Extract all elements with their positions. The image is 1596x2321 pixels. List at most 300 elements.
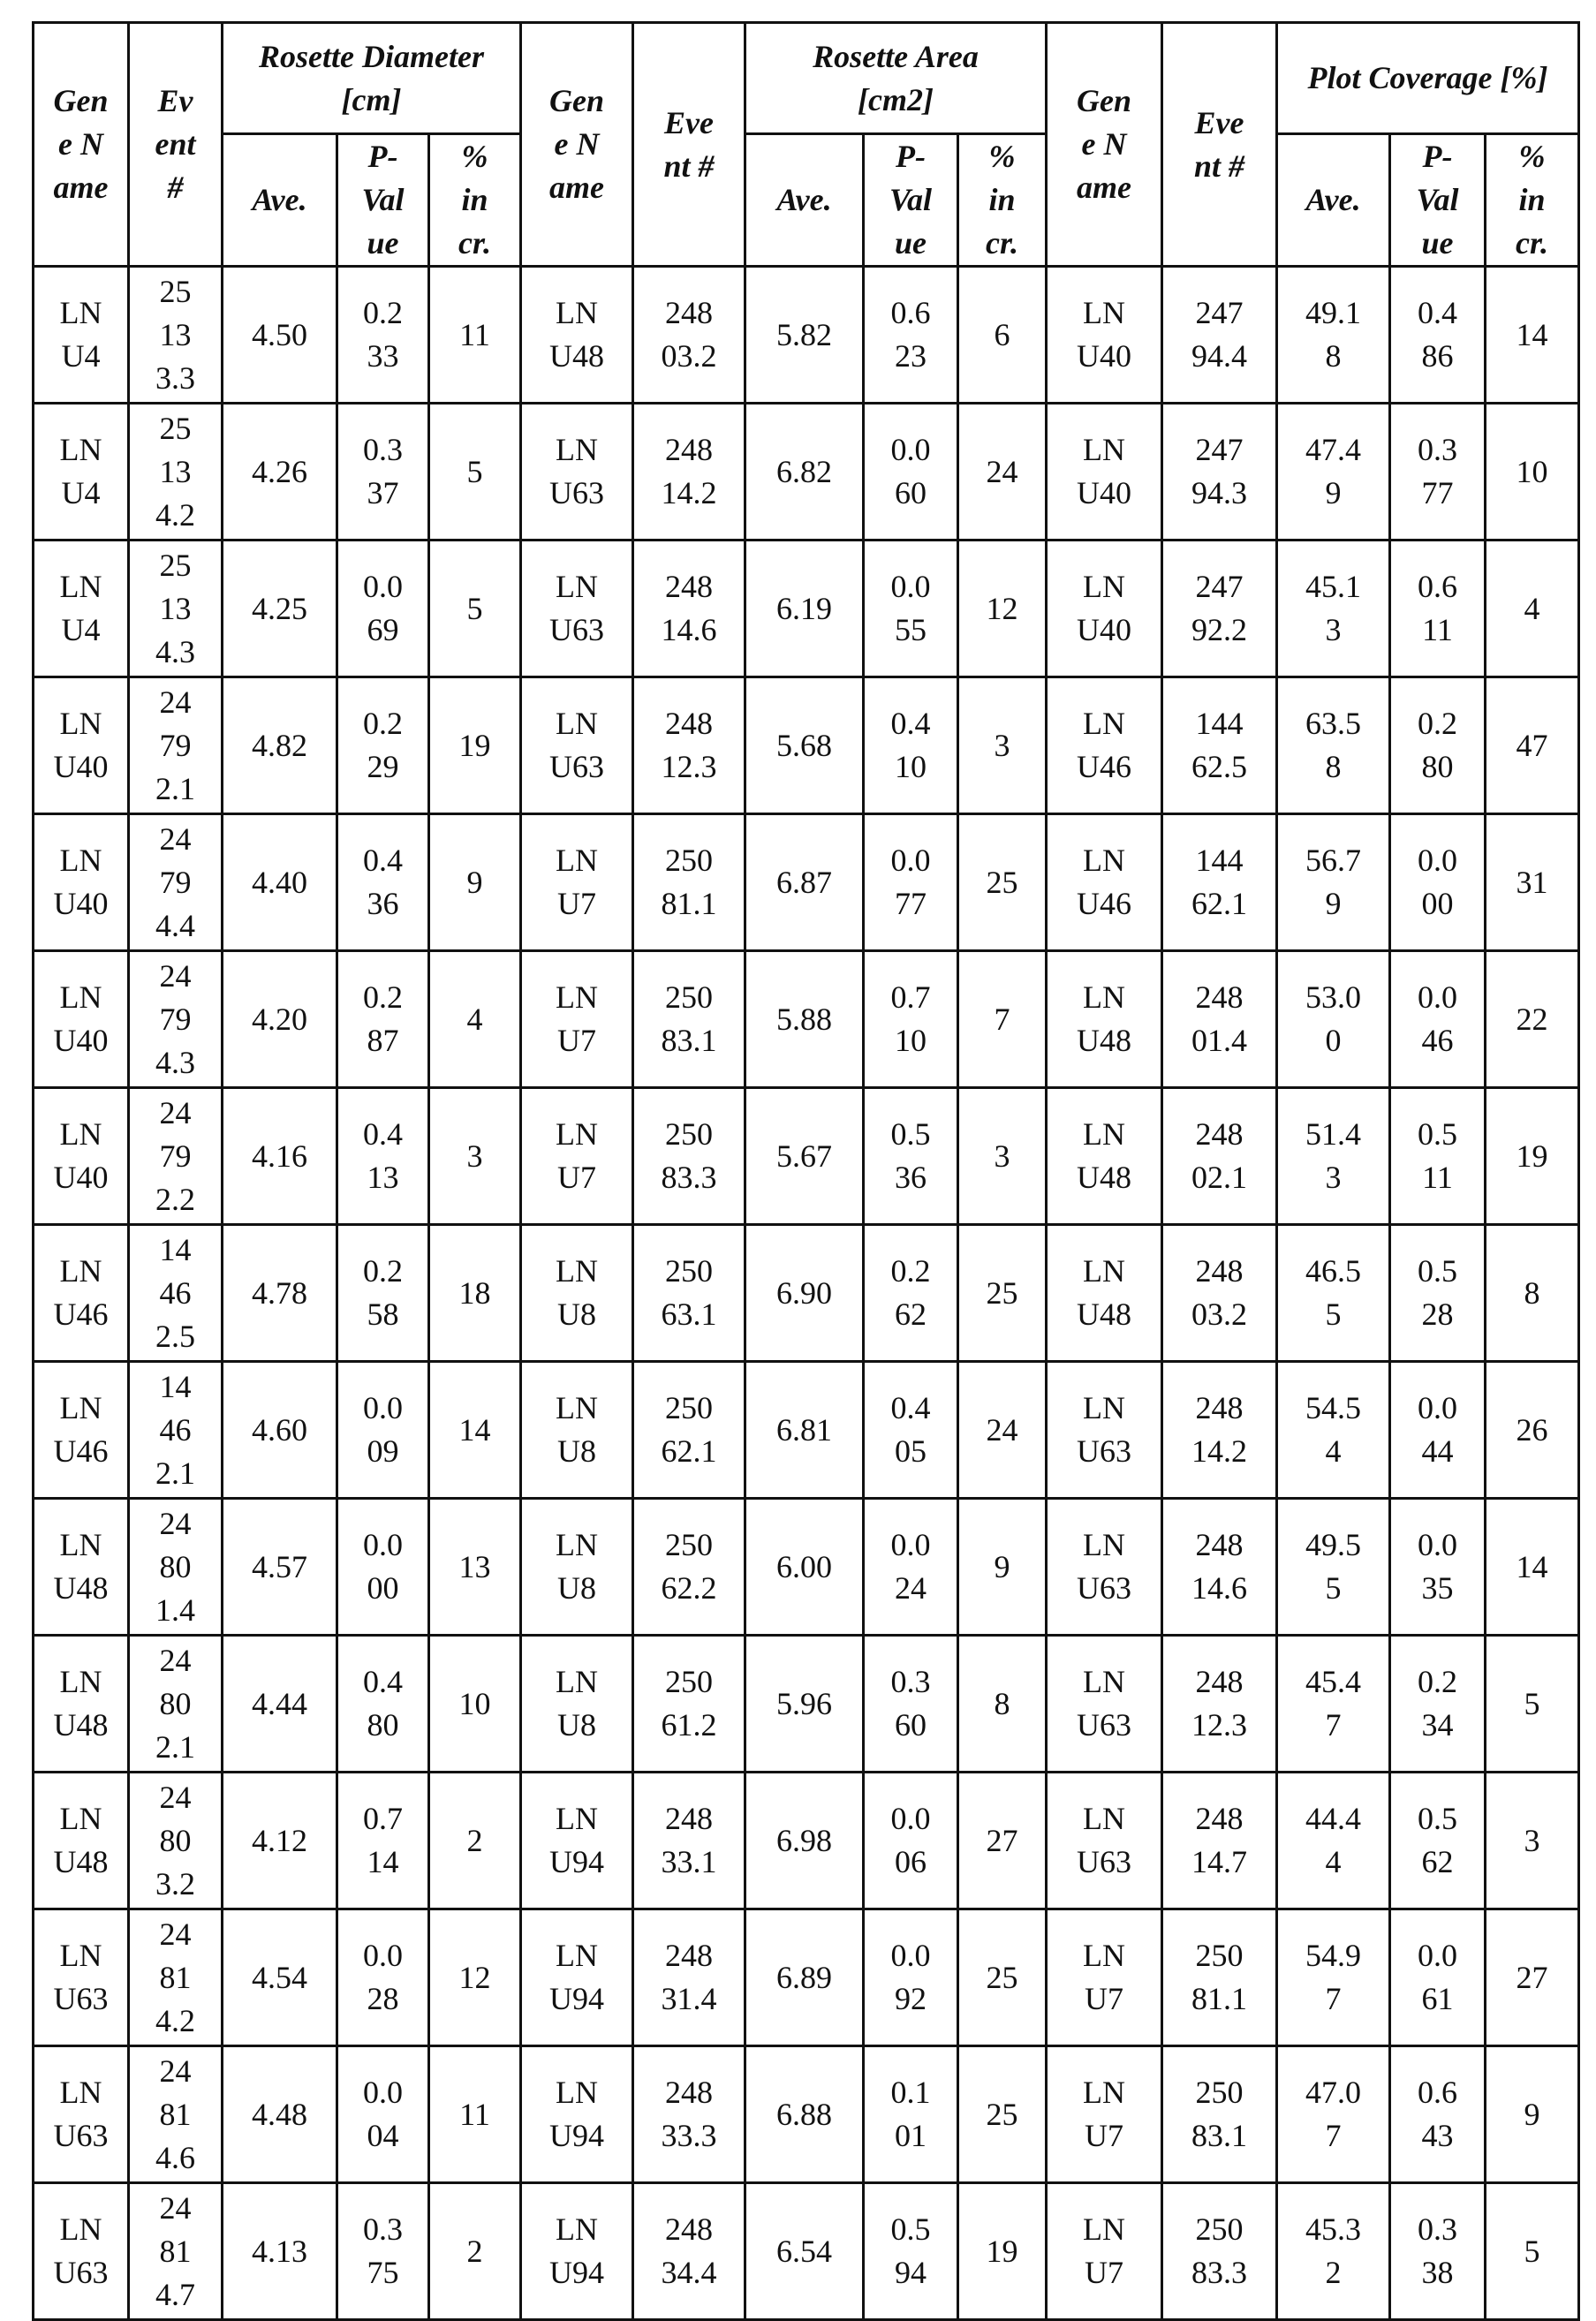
- cell-plot-coverage-pct-incr: [1486, 1909, 1579, 2046]
- cell-rosette-diameter-pct-incr: [429, 1499, 521, 1636]
- cell-text: 3: [983, 724, 1022, 767]
- cell-gene-name: [34, 541, 129, 677]
- cell-rosette-area-ave: [745, 951, 864, 1088]
- cell-rosette-area-pct-incr: [958, 1225, 1047, 1362]
- cell-text: LNU63: [52, 1934, 110, 2021]
- cell-text: 19: [1513, 1135, 1552, 1178]
- cell-gene-name: [521, 1499, 633, 1636]
- table-row: [34, 1499, 1579, 1636]
- cell-text: 47: [1513, 724, 1552, 767]
- cell-text: 6.00: [776, 1546, 832, 1589]
- cell-text: 24814.7: [1191, 1797, 1249, 1884]
- cell-text: 0.594: [889, 2208, 933, 2295]
- table-body: [34, 267, 1579, 2320]
- cell-gene-name: [521, 1225, 633, 1362]
- cell-event: [1162, 1773, 1277, 1909]
- cell-text: 18: [456, 1272, 495, 1315]
- cell-text: 24814.2: [660, 428, 718, 515]
- cell-text: 4.60: [252, 1409, 307, 1452]
- cell-rosette-diameter-p-value: [337, 1636, 429, 1773]
- cell-rosette-diameter-p-value: [337, 1088, 429, 1225]
- cell-rosette-diameter-ave: [223, 541, 337, 677]
- cell-rosette-diameter-p-value: [337, 814, 429, 951]
- cell-text: 0.511: [1416, 1113, 1460, 1199]
- cell-text: 5.67: [776, 1135, 832, 1178]
- cell-rosette-area-p-value: [864, 1088, 958, 1225]
- cell-text: LNU48: [1075, 976, 1133, 1062]
- cell-rosette-diameter-pct-incr: [429, 2046, 521, 2183]
- cell-event: [633, 1088, 745, 1225]
- cell-text: LNU48: [548, 291, 606, 378]
- header-p-value: P-Value: [337, 134, 429, 267]
- cell-text: LNU4: [52, 291, 110, 378]
- cell-plot-coverage-ave: [1277, 1362, 1390, 1499]
- cell-rosette-diameter-ave: [223, 677, 337, 814]
- cell-rosette-area-pct-incr: [958, 1773, 1047, 1909]
- cell-rosette-area-p-value: [864, 814, 958, 951]
- cell-text: 6.98: [776, 1819, 832, 1863]
- cell-plot-coverage-p-value: [1390, 1225, 1486, 1362]
- header-ave: Ave.: [223, 134, 337, 267]
- cell-text: 0.528: [1416, 1250, 1460, 1336]
- cell-rosette-area-ave: [745, 1636, 864, 1773]
- cell-rosette-area-pct-incr: [958, 814, 1047, 951]
- cell-text: 24: [983, 1409, 1022, 1452]
- cell-gene-name: [521, 1088, 633, 1225]
- cell-text: LNU63: [52, 2071, 110, 2158]
- cell-gene-name: [34, 1773, 129, 1909]
- table-row: [34, 1362, 1579, 1499]
- cell-text: LNU40: [52, 976, 110, 1062]
- cell-text: 25133.3: [155, 270, 196, 400]
- cell-plot-coverage-pct-incr: [1486, 404, 1579, 541]
- cell-plot-coverage-p-value: [1390, 677, 1486, 814]
- cell-text: 3: [1513, 1819, 1552, 1863]
- cell-text: 0.280: [1416, 702, 1460, 789]
- cell-plot-coverage-ave: [1277, 1773, 1390, 1909]
- cell-gene-name: [34, 1909, 129, 2046]
- cell-rosette-diameter-pct-incr: [429, 677, 521, 814]
- cell-event: [129, 404, 223, 541]
- cell-text: 0.069: [361, 565, 405, 652]
- cell-text: LNU63: [548, 565, 606, 652]
- cell-text: 22: [1513, 998, 1552, 1041]
- cell-text: 49.55: [1304, 1523, 1364, 1610]
- cell-text: 12: [983, 587, 1022, 631]
- cell-text: 24803.2: [1191, 1250, 1249, 1336]
- cell-rosette-area-pct-incr: [958, 267, 1047, 404]
- cell-gene-name: [34, 1362, 129, 1499]
- cell-text: 45.32: [1304, 2208, 1364, 2295]
- cell-rosette-diameter-p-value: [337, 2046, 429, 2183]
- cell-text: 25083.3: [1191, 2208, 1249, 2295]
- cell-text: LNU63: [1075, 1387, 1133, 1473]
- cell-plot-coverage-ave: [1277, 814, 1390, 951]
- cell-text: 25: [983, 2093, 1022, 2136]
- cell-rosette-diameter-p-value: [337, 1499, 429, 1636]
- cell-text: 0.004: [361, 2071, 405, 2158]
- cell-text: 0.035: [1416, 1523, 1460, 1610]
- cell-text: 25062.2: [660, 1523, 718, 1610]
- cell-rosette-area-p-value: [864, 2046, 958, 2183]
- cell-text: 11: [456, 2093, 495, 2136]
- cell-text: 14462.1: [1191, 839, 1249, 926]
- cell-event: [633, 1362, 745, 1499]
- cell-gene-name: [521, 951, 633, 1088]
- cell-text: 47.07: [1304, 2071, 1364, 2158]
- cell-rosette-diameter-pct-incr: [429, 2183, 521, 2320]
- cell-text: 19: [456, 724, 495, 767]
- cell-rosette-area-pct-incr: [958, 1636, 1047, 1773]
- cell-event: [633, 951, 745, 1088]
- cell-text: 5: [1513, 1682, 1552, 1726]
- cell-text: LNU40: [52, 839, 110, 926]
- cell-gene-name: [521, 677, 633, 814]
- cell-rosette-area-pct-incr: [958, 404, 1047, 541]
- header-p-value: P-Value: [1390, 134, 1486, 267]
- cell-text: 3: [456, 1135, 495, 1178]
- cell-rosette-diameter-ave: [223, 1499, 337, 1636]
- cell-text: LNU48: [52, 1660, 110, 1747]
- cell-plot-coverage-pct-incr: [1486, 1225, 1579, 1362]
- cell-text: 11: [456, 314, 495, 357]
- cell-event: [633, 267, 745, 404]
- cell-event: [129, 2183, 223, 2320]
- cell-gene-name: [1047, 1225, 1162, 1362]
- cell-text: LNU40: [52, 702, 110, 789]
- cell-gene-name: [1047, 1909, 1162, 2046]
- cell-rosette-area-pct-incr: [958, 1499, 1047, 1636]
- cell-text: LNU40: [1075, 565, 1133, 652]
- table-row: [34, 267, 1579, 404]
- cell-gene-name: [521, 814, 633, 951]
- cell-text: 6.81: [776, 1409, 832, 1452]
- cell-plot-coverage-pct-incr: [1486, 267, 1579, 404]
- cell-text: 24814.7: [155, 2187, 196, 2317]
- table-row: [34, 541, 1579, 677]
- cell-plot-coverage-p-value: [1390, 2046, 1486, 2183]
- cell-rosette-diameter-pct-incr: [429, 267, 521, 404]
- cell-text: LNU8: [548, 1660, 606, 1747]
- cell-text: 0.360: [889, 1660, 933, 1747]
- cell-event: [1162, 541, 1277, 677]
- cell-text: 5: [456, 587, 495, 631]
- cell-text: 25134.3: [155, 544, 196, 674]
- cell-text: 54.97: [1304, 1934, 1364, 2021]
- cell-text: LNU63: [1075, 1523, 1133, 1610]
- cell-event: [1162, 951, 1277, 1088]
- cell-text: 4.44: [252, 1682, 307, 1726]
- cell-rosette-diameter-p-value: [337, 2183, 429, 2320]
- cell-event: [1162, 267, 1277, 404]
- cell-gene-name: [521, 2046, 633, 2183]
- cell-event: [129, 541, 223, 677]
- header-p-value: P-Value: [864, 134, 958, 267]
- cell-text: LNU40: [1075, 291, 1133, 378]
- cell-text: 2: [456, 2230, 495, 2273]
- cell-text: 0.413: [361, 1113, 405, 1199]
- cell-gene-name: [521, 1909, 633, 2046]
- cell-text: LNU40: [1075, 428, 1133, 515]
- cell-plot-coverage-ave: [1277, 1636, 1390, 1773]
- cell-rosette-diameter-ave: [223, 267, 337, 404]
- cell-gene-name: [521, 1636, 633, 1773]
- cell-plot-coverage-p-value: [1390, 2183, 1486, 2320]
- cell-rosette-area-p-value: [864, 404, 958, 541]
- cell-text: 27: [983, 1819, 1022, 1863]
- cell-plot-coverage-pct-incr: [1486, 1499, 1579, 1636]
- cell-text: 45.13: [1304, 565, 1364, 652]
- cell-text: LNU8: [548, 1250, 606, 1336]
- cell-text: 24792.1: [155, 681, 196, 811]
- cell-gene-name: [34, 1225, 129, 1362]
- cell-text: 5.82: [776, 314, 832, 357]
- cell-gene-name: [1047, 814, 1162, 951]
- cell-event: [129, 1636, 223, 1773]
- cell-event: [129, 1362, 223, 1499]
- cell-rosette-diameter-p-value: [337, 541, 429, 677]
- cell-rosette-area-ave: [745, 2183, 864, 2320]
- cell-plot-coverage-pct-incr: [1486, 541, 1579, 677]
- cell-text: 54.54: [1304, 1387, 1364, 1473]
- cell-text: 0.486: [1416, 291, 1460, 378]
- cell-plot-coverage-ave: [1277, 2183, 1390, 2320]
- cell-gene-name: [1047, 2046, 1162, 2183]
- cell-event: [633, 2046, 745, 2183]
- cell-rosette-diameter-pct-incr: [429, 951, 521, 1088]
- cell-text: 9: [456, 861, 495, 904]
- cell-text: 25081.1: [660, 839, 718, 926]
- cell-plot-coverage-pct-incr: [1486, 1773, 1579, 1909]
- cell-text: 2: [456, 1819, 495, 1863]
- cell-rosette-diameter-ave: [223, 404, 337, 541]
- cell-text: 0.611: [1416, 565, 1460, 652]
- cell-rosette-diameter-p-value: [337, 404, 429, 541]
- cell-text: 0.714: [361, 1797, 405, 1884]
- cell-rosette-area-pct-incr: [958, 677, 1047, 814]
- cell-rosette-area-ave: [745, 1773, 864, 1909]
- cell-plot-coverage-pct-incr: [1486, 2183, 1579, 2320]
- cell-text: 8: [1513, 1272, 1552, 1315]
- cell-text: LNU7: [1075, 2071, 1133, 2158]
- cell-rosette-area-p-value: [864, 1499, 958, 1636]
- cell-plot-coverage-pct-incr: [1486, 1088, 1579, 1225]
- cell-text: 24812.3: [660, 702, 718, 789]
- cell-event: [129, 1499, 223, 1636]
- cell-text: LNU46: [52, 1387, 110, 1473]
- cell-text: 26: [1513, 1409, 1552, 1452]
- cell-gene-name: [521, 1773, 633, 1909]
- cell-text: LNU63: [548, 428, 606, 515]
- cell-text: LNU8: [548, 1387, 606, 1473]
- cell-gene-name: [1047, 1773, 1162, 1909]
- cell-plot-coverage-p-value: [1390, 1088, 1486, 1225]
- cell-text: 0.623: [889, 291, 933, 378]
- cell-plot-coverage-ave: [1277, 1225, 1390, 1362]
- cell-rosette-diameter-p-value: [337, 1362, 429, 1499]
- cell-rosette-diameter-p-value: [337, 1225, 429, 1362]
- cell-rosette-area-ave: [745, 1225, 864, 1362]
- cell-rosette-area-ave: [745, 541, 864, 677]
- cell-gene-name: [521, 541, 633, 677]
- cell-rosette-area-p-value: [864, 1225, 958, 1362]
- cell-plot-coverage-ave: [1277, 677, 1390, 814]
- cell-rosette-area-p-value: [864, 1362, 958, 1499]
- cell-text: 25: [983, 1272, 1022, 1315]
- cell-text: 12: [456, 1956, 495, 2000]
- cell-rosette-diameter-ave: [223, 1909, 337, 2046]
- cell-plot-coverage-pct-incr: [1486, 2046, 1579, 2183]
- cell-text: 47.49: [1304, 428, 1364, 515]
- cell-text: LNU94: [548, 2208, 606, 2295]
- cell-text: LNU46: [1075, 839, 1133, 926]
- cell-text: 14: [1513, 314, 1552, 357]
- header-event: Event #: [129, 23, 223, 267]
- cell-text: 7: [983, 998, 1022, 1041]
- cell-event: [129, 267, 223, 404]
- cell-rosette-area-ave: [745, 1362, 864, 1499]
- cell-text: 25: [983, 1956, 1022, 2000]
- table-row: [34, 1088, 1579, 1225]
- table-row: [34, 404, 1579, 541]
- cell-text: 24802.1: [155, 1639, 196, 1769]
- cell-text: 25062.1: [660, 1387, 718, 1473]
- cell-event: [633, 1636, 745, 1773]
- cell-text: 4.54: [252, 1956, 307, 2000]
- cell-event: [129, 1909, 223, 2046]
- cell-text: 4.78: [252, 1272, 307, 1315]
- cell-text: 24814.6: [1191, 1523, 1249, 1610]
- cell-rosette-area-pct-incr: [958, 2183, 1047, 2320]
- cell-rosette-diameter-pct-incr: [429, 1636, 521, 1773]
- cell-text: 25081.1: [1191, 1934, 1249, 2021]
- cell-event: [1162, 1636, 1277, 1773]
- cell-text: 0.337: [361, 428, 405, 515]
- cell-gene-name: [34, 1636, 129, 1773]
- cell-text: 0.060: [889, 428, 933, 515]
- cell-rosette-diameter-p-value: [337, 267, 429, 404]
- cell-text: 4.13: [252, 2230, 307, 2273]
- cell-text: 14462.5: [155, 1229, 196, 1358]
- cell-rosette-diameter-pct-incr: [429, 1088, 521, 1225]
- cell-text: 63.58: [1304, 702, 1364, 789]
- cell-text: LNU48: [1075, 1250, 1133, 1336]
- cell-event: [633, 2183, 745, 2320]
- cell-text: 9: [983, 1546, 1022, 1589]
- cell-text: LNU94: [548, 1797, 606, 1884]
- cell-rosette-diameter-pct-incr: [429, 1362, 521, 1499]
- cell-plot-coverage-p-value: [1390, 541, 1486, 677]
- cell-event: [1162, 2046, 1277, 2183]
- cell-text: 10: [1513, 450, 1552, 494]
- header-gene-name: Gene Name: [1047, 23, 1162, 267]
- cell-event: [633, 1773, 745, 1909]
- cell-gene-name: [34, 2183, 129, 2320]
- table-row: [34, 1636, 1579, 1773]
- cell-text: LNU94: [548, 1934, 606, 2021]
- cell-text: 0.377: [1416, 428, 1460, 515]
- cell-text: 0.077: [889, 839, 933, 926]
- cell-text: 4.16: [252, 1135, 307, 1178]
- cell-text: 0.287: [361, 976, 405, 1062]
- cell-text: LNU48: [1075, 1113, 1133, 1199]
- cell-plot-coverage-pct-incr: [1486, 1636, 1579, 1773]
- cell-rosette-area-p-value: [864, 2183, 958, 2320]
- cell-text: 9: [1513, 2093, 1552, 2136]
- cell-text: 0.410: [889, 702, 933, 789]
- cell-rosette-area-pct-incr: [958, 541, 1047, 677]
- cell-event: [1162, 1362, 1277, 1499]
- cell-text: 6.19: [776, 587, 832, 631]
- cell-text: 0.338: [1416, 2208, 1460, 2295]
- cell-rosette-area-pct-incr: [958, 951, 1047, 1088]
- cell-rosette-diameter-ave: [223, 1225, 337, 1362]
- cell-text: 0.234: [1416, 1660, 1460, 1747]
- cell-rosette-area-ave: [745, 2046, 864, 2183]
- cell-rosette-diameter-ave: [223, 2183, 337, 2320]
- table-row: [34, 2183, 1579, 2320]
- cell-text: 5.96: [776, 1682, 832, 1726]
- cell-text: 5.68: [776, 724, 832, 767]
- cell-plot-coverage-p-value: [1390, 404, 1486, 541]
- cell-event: [129, 1088, 223, 1225]
- cell-event: [129, 2046, 223, 2183]
- cell-event: [633, 677, 745, 814]
- cell-text: 0.562: [1416, 1797, 1460, 1884]
- cell-rosette-area-pct-incr: [958, 1362, 1047, 1499]
- cell-text: 4.40: [252, 861, 307, 904]
- cell-text: 6.54: [776, 2230, 832, 2273]
- cell-text: 0.643: [1416, 2071, 1460, 2158]
- cell-gene-name: [34, 404, 129, 541]
- header-plot-coverage: Plot Coverage [%]: [1277, 23, 1579, 134]
- cell-plot-coverage-ave: [1277, 1088, 1390, 1225]
- cell-text: 6.82: [776, 450, 832, 494]
- cell-text: 0.009: [361, 1387, 405, 1473]
- cell-rosette-area-p-value: [864, 1773, 958, 1909]
- cell-text: LNU63: [548, 702, 606, 789]
- cell-gene-name: [1047, 1362, 1162, 1499]
- cell-plot-coverage-ave: [1277, 541, 1390, 677]
- cell-text: 24803.2: [155, 1776, 196, 1906]
- cell-plot-coverage-ave: [1277, 2046, 1390, 2183]
- table-row: [34, 1225, 1579, 1362]
- header-ave: Ave.: [1277, 134, 1390, 267]
- cell-rosette-area-ave: [745, 677, 864, 814]
- cell-gene-name: [1047, 1499, 1162, 1636]
- header-rosette-area: Rosette Area [cm2]: [745, 23, 1047, 134]
- cell-plot-coverage-pct-incr: [1486, 951, 1579, 1088]
- cell-text: 24831.4: [660, 1934, 718, 2021]
- cell-rosette-area-pct-incr: [958, 2046, 1047, 2183]
- header-ave: Ave.: [745, 134, 864, 267]
- cell-rosette-diameter-p-value: [337, 1909, 429, 2046]
- cell-text: 5: [1513, 2230, 1552, 2273]
- cell-gene-name: [34, 1499, 129, 1636]
- cell-gene-name: [1047, 2183, 1162, 2320]
- table-row: [34, 677, 1579, 814]
- cell-text: 13: [456, 1546, 495, 1589]
- cell-text: 0.046: [1416, 976, 1460, 1062]
- cell-event: [129, 1773, 223, 1909]
- cell-text: 0.000: [361, 1523, 405, 1610]
- table-row: [34, 1909, 1579, 2046]
- cell-text: LNU7: [1075, 1934, 1133, 2021]
- cell-text: 0.480: [361, 1660, 405, 1747]
- cell-text: 24794.3: [155, 955, 196, 1085]
- cell-text: LNU40: [52, 1113, 110, 1199]
- cell-text: 5.88: [776, 998, 832, 1041]
